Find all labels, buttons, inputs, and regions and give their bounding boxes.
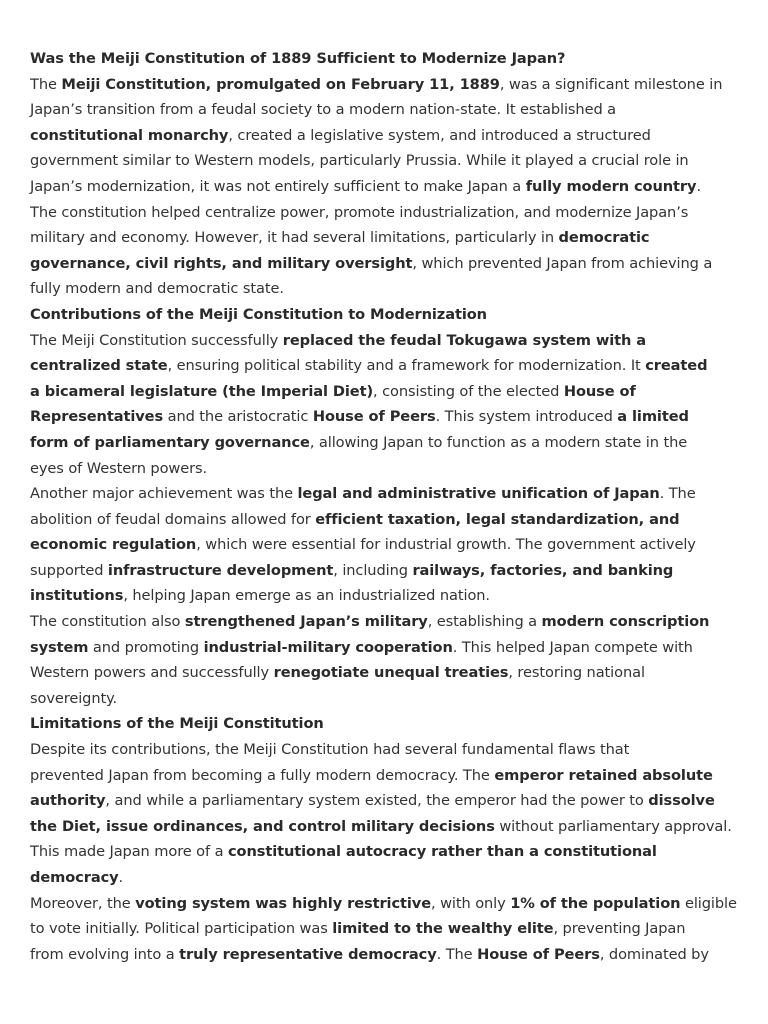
bold-text: institutions xyxy=(30,587,124,605)
text-run: . The xyxy=(659,485,696,503)
bold-text: centralized state xyxy=(30,357,168,375)
text-run: . This system introduced xyxy=(435,408,618,426)
bold-text: replaced the feudal Tokugawa system with a xyxy=(282,331,647,349)
text-line xyxy=(30,942,742,968)
text-line xyxy=(30,174,742,200)
bold-text: strengthened Japan’s military xyxy=(184,613,428,631)
text-line xyxy=(30,507,742,533)
text-run: , with only xyxy=(431,894,511,912)
text-run: sovereignty. xyxy=(30,689,118,707)
text-line xyxy=(30,532,742,558)
text-run: . xyxy=(696,177,701,195)
bold-text: renegotiate unequal treaties xyxy=(273,664,509,682)
text-run: The Meiji Constitution successfully xyxy=(30,331,283,349)
text-run: military and economy. However, it had several limitations, particularly in xyxy=(30,229,559,247)
text-run: , which were essential for industrial growth. The government actively xyxy=(196,536,696,554)
text-run: This made Japan more of a xyxy=(30,843,228,861)
text-line xyxy=(30,839,742,865)
text-run: , helping Japan emerge as an industrialized nation. xyxy=(123,587,490,605)
text-line xyxy=(30,660,742,686)
text-run: The constitution also xyxy=(30,613,185,631)
text-run: , which prevented Japan from achieving a xyxy=(412,254,713,272)
bold-text: Contributions of the Meiji Constitution to Modernization xyxy=(30,305,487,323)
text-line xyxy=(30,481,742,507)
text-line xyxy=(30,200,742,226)
text-run: Japan’s modernization, it was not entirely sufficient to make Japan a xyxy=(30,177,526,195)
bold-text: efficient taxation, legal standardization, and xyxy=(315,510,680,528)
bold-text: voting system was highly restrictive xyxy=(135,894,432,912)
text-line xyxy=(30,916,742,942)
text-line xyxy=(30,788,742,814)
bold-text: constitutional monarchy xyxy=(30,126,229,144)
bold-text: a limited xyxy=(617,408,689,426)
text-run: fully modern and democratic state. xyxy=(30,280,284,298)
paragraph-lines xyxy=(30,72,742,968)
bold-text: governance, civil rights, and military oversight xyxy=(30,254,413,272)
bold-text: created xyxy=(645,357,708,375)
bold-text: constitutional autocracy rather than a constitutional xyxy=(227,843,657,861)
text-line xyxy=(30,251,742,277)
text-line xyxy=(30,763,742,789)
bold-text: democracy xyxy=(30,869,119,886)
bold-text: House of xyxy=(563,382,636,400)
text-run: eligible xyxy=(680,894,737,912)
text-run: , dominated by xyxy=(599,945,709,963)
bold-text: modern conscription xyxy=(541,613,710,631)
bold-text: the Diet, issue ordinances, and control military decisions xyxy=(30,817,495,835)
document-body xyxy=(30,46,742,967)
text-run: , preventing Japan xyxy=(553,920,686,938)
text-line xyxy=(30,97,742,123)
bold-text: Representatives xyxy=(30,408,164,426)
text-line xyxy=(30,353,742,379)
text-run: , and while a parliamentary system existed, the emperor had the power to xyxy=(105,792,649,810)
bold-text: legal and administrative unification of Japan xyxy=(297,485,660,503)
text-line xyxy=(30,456,742,482)
bold-text: system xyxy=(30,638,89,656)
bold-text: truly representative democracy xyxy=(179,945,437,963)
text-run: The xyxy=(30,75,62,93)
bold-text: economic regulation xyxy=(30,536,197,554)
bold-text: House of Peers xyxy=(312,408,436,426)
text-run: . The xyxy=(436,945,478,963)
text-run: and promoting xyxy=(88,638,204,656)
text-line xyxy=(30,737,742,763)
bold-text: a bicameral legislature (the Imperial Diet) xyxy=(30,382,374,400)
bold-text: dissolve xyxy=(648,792,715,810)
bold-text: emperor retained absolute xyxy=(494,766,713,784)
text-line xyxy=(30,379,742,405)
text-run: , created a legislative system, and introduced a structured xyxy=(228,126,651,144)
text-line xyxy=(30,635,742,661)
text-run: prevented Japan from becoming a fully modern democracy. The xyxy=(30,766,495,784)
text-line xyxy=(30,711,742,737)
text-line xyxy=(30,302,742,328)
text-line xyxy=(30,686,742,712)
bold-text: authority xyxy=(30,792,106,810)
text-line xyxy=(30,891,742,917)
text-run: , allowing Japan to function as a modern state in the xyxy=(309,433,688,451)
text-line xyxy=(30,276,742,302)
bold-text: House of Peers xyxy=(477,945,600,963)
text-line xyxy=(30,123,742,149)
text-run: without parliamentary approval. xyxy=(494,817,732,835)
bold-text: Limitations of the Meiji Constitution xyxy=(30,715,324,733)
text-run: Moreover, the xyxy=(30,894,136,912)
text-line xyxy=(30,814,742,840)
text-run: Japan’s transition from a feudal society to a modern nation-state. It established a xyxy=(30,101,616,119)
text-line xyxy=(30,148,742,174)
text-run: Despite its contributions, the Meiji Constitution had several fundamental flaws that xyxy=(30,741,630,759)
text-run: Another major achievement was the xyxy=(30,485,298,503)
text-run: eyes of Western powers. xyxy=(30,459,208,477)
text-run: . xyxy=(118,869,124,886)
text-run: from evolving into a xyxy=(30,945,180,963)
text-run: , consisting of the elected xyxy=(373,382,564,400)
text-line xyxy=(30,404,742,430)
text-run: to vote initially. Political participation was xyxy=(30,920,333,938)
bold-text: form of parliamentary governance xyxy=(30,433,310,451)
text-run: Western powers and successfully xyxy=(30,664,274,682)
text-run: The constitution helped centralize power, promote industrialization, and modernize Japan’s xyxy=(30,203,689,221)
bold-text: democratic xyxy=(558,229,650,247)
text-run: , ensuring political stability and a framework for modernization. It xyxy=(167,357,646,375)
text-line xyxy=(30,225,742,251)
text-line xyxy=(30,865,742,891)
text-run: , establishing a xyxy=(427,613,542,631)
text-line xyxy=(30,430,742,456)
text-line xyxy=(30,72,742,98)
bold-text: 1% of the population xyxy=(510,894,681,912)
text-line xyxy=(30,328,742,354)
text-run: abolition of feudal domains allowed for xyxy=(30,510,316,528)
text-line xyxy=(30,583,742,609)
text-line xyxy=(30,558,742,584)
text-run: and the aristocratic xyxy=(163,408,313,426)
bold-text: railways, factories, and banking xyxy=(412,561,674,579)
bold-text: fully modern country xyxy=(525,177,697,195)
bold-text: infrastructure development xyxy=(107,561,334,579)
text-run: , was a significant milestone in xyxy=(499,75,723,93)
text-run: , including xyxy=(333,561,413,579)
bold-text: Meiji Constitution, promulgated on February 11, 1889 xyxy=(61,75,500,93)
text-run: government similar to Western models, particularly Prussia. While it played a crucial role in xyxy=(30,152,689,170)
text-line xyxy=(30,609,742,635)
text-run: supported xyxy=(30,561,108,579)
document-title: Was the Meiji Constitution of 1889 Sufficient to Modernize Japan? xyxy=(30,50,566,67)
text-run: . This helped Japan compete with xyxy=(452,638,693,656)
bold-text: limited to the wealthy elite xyxy=(332,920,554,938)
bold-text: industrial-military cooperation xyxy=(203,638,453,656)
text-run: , restoring national xyxy=(508,664,645,682)
